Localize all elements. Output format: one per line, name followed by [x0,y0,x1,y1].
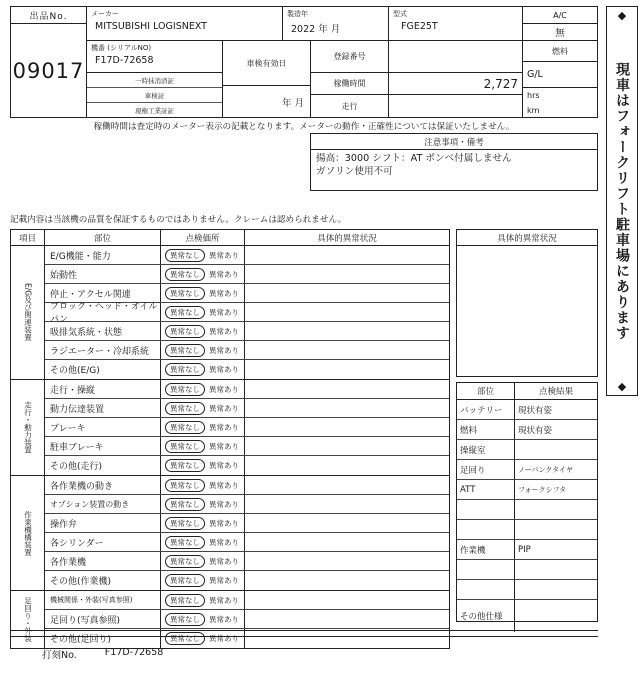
check-ok-marker[interactable]: 異常なし [165,306,205,319]
footer [10,636,598,661]
part-name: 燃料 [457,420,515,439]
year-cell [283,7,389,41]
year-label: 製造年 [287,10,308,18]
group-name [11,380,45,475]
cert-item-1: 車検証 [87,88,222,103]
remarks-body [311,150,597,182]
fuel-label: 燃料 [523,41,597,62]
inspection-table-header [11,230,449,246]
right-detail-box [456,229,598,377]
check-ok-marker[interactable]: 異常なし [165,574,205,587]
check-ng-marker[interactable]: 異常あり [209,307,239,317]
check-ok-marker[interactable]: 異常なし [165,325,205,338]
table-row [457,520,597,540]
table-row [45,302,449,325]
row-check [161,552,245,570]
table-row [457,560,597,580]
right-detail-title: 具体的異常状況 [457,230,597,246]
part-name: 操縦室 [457,440,515,459]
row-part: 停止・アクセル関連 [45,284,161,302]
row-detail [245,514,449,532]
check-ng-marker[interactable]: 異常あり [209,269,239,279]
row-part: その他(作業機) [45,571,161,590]
row-part: 機械関係・外装(写真参照) [45,591,161,609]
year-value: 2022 年 月 [291,24,341,35]
check-ok-marker[interactable]: 異常なし [165,555,205,568]
group-name-text: E/G及び関連装置 [23,283,33,342]
check-ng-marker[interactable]: 異常あり [209,556,239,566]
cert-item-0: 一時抹消済証 [87,73,222,88]
check-ok-marker[interactable]: 異常なし [165,344,205,357]
group-name [11,476,45,590]
check-ok-marker[interactable]: 異常なし [165,268,205,281]
check-ng-marker[interactable]: 異常あり [209,345,239,355]
row-check [161,265,245,283]
serial-cell [87,41,223,73]
remarks-line-1: 揚高：3000 シフト：AT ボンベ付属しません [316,153,512,164]
part-name: その他仕様 [457,600,515,632]
group-name-text: 足回り・外装 [23,597,33,642]
part-name: 作業機 [457,540,515,559]
serial-label: 機番 (シリアルNO) [91,44,152,52]
check-ng-marker[interactable]: 異常あり [209,595,239,605]
check-ok-marker[interactable]: 異常なし [165,363,205,376]
check-ng-marker[interactable]: 異常あり [209,422,239,432]
check-ok-marker[interactable]: 異常なし [165,632,205,645]
table-row [45,341,449,360]
row-check [161,303,245,321]
distance-unit: km [527,106,540,115]
part-result [515,520,597,539]
check-ng-marker[interactable]: 異常あり [209,499,239,509]
ac-label: A/C [523,7,597,24]
table-row [45,322,449,341]
row-check [161,380,245,398]
right-parts-table [456,382,598,622]
part-name: ATT [457,480,515,499]
table-row [457,440,597,460]
inspection-table [10,229,450,649]
remarks-title: 注意事項・備考 [311,134,597,150]
table-row [457,580,597,600]
check-ng-marker[interactable]: 異常あり [209,480,239,490]
row-check [161,533,245,551]
check-ok-marker[interactable]: 異常なし [165,287,205,300]
group-rows [45,246,449,379]
footer-divider [10,630,598,631]
stamp-number-value: F17D-72658 [104,647,164,658]
group-name-text: 作業機構装置 [23,510,33,556]
check-ok-marker[interactable]: 異常なし [165,498,205,511]
row-check [161,571,245,590]
part-name: 足回り [457,460,515,479]
table-row [45,246,449,265]
check-ok-marker[interactable]: 異常なし [165,402,205,415]
row-detail [245,437,449,455]
maker-value: MITSUBISHI LOGISNEXT [95,21,207,32]
row-part: 各作業機 [45,552,161,570]
group-name [11,246,45,379]
part-result [515,600,597,632]
row-part: その他(走行) [45,456,161,475]
check-ng-marker[interactable]: 異常あり [209,634,239,643]
row-detail [245,399,449,417]
table-row [45,514,449,533]
part-result: ノーパンクタイヤ [518,465,574,474]
header-check: 点検価所 [161,230,245,245]
model-value: FGE25T [401,21,438,32]
row-detail [245,533,449,551]
inspection-group [11,246,449,380]
part-name [457,560,515,579]
right-parts-header-result: 点検結果 [538,387,573,397]
meter-disclaimer: 稼働時間は査定時のメーター表示の記載となります。メーターの動作・正確性については保証いたしません。 [93,122,515,132]
certificate-stack [87,73,223,118]
row-detail [245,571,449,590]
auction-id-label: 出品No. [11,7,86,24]
table-row [45,591,449,610]
group-rows [45,380,449,475]
row-part: E/G機能・能力 [45,246,161,264]
row-detail [245,591,449,609]
distance-value [389,95,523,118]
remarks-line-2: ガソリン使用不可 [316,165,393,177]
registration-number-label: 登録番号 [311,41,389,73]
row-detail [245,418,449,436]
row-part: 操作弁 [45,514,161,532]
row-check [161,322,245,340]
check-ok-marker[interactable]: 異常なし [165,479,205,492]
row-check [161,476,245,494]
table-row [45,418,449,437]
part-name [457,500,515,519]
part-result [515,560,597,579]
row-part: オプション装置の動き [45,495,161,513]
row-part: 各シリンダー [45,533,161,551]
location-banner-text: 現車はフォークリフト駐車場にあります [614,61,630,341]
part-result [515,580,597,599]
row-detail [245,284,449,302]
row-part: 足回り(写真参照) [45,610,161,628]
check-ng-marker[interactable]: 異常あり [209,518,239,528]
check-ok-marker[interactable]: 異常なし [165,613,205,626]
quality-disclaimer: 記載内容は当該機の品質を保証するものではありません。クレームは認められません。 [10,215,347,225]
row-check [161,610,245,628]
row-detail [245,552,449,570]
part-name: バッテリー [457,400,515,419]
table-row [45,533,449,552]
table-row [45,456,449,475]
diamond-icon-top: ◆ [617,9,627,22]
table-row [45,495,449,514]
row-part: ブロック・ヘッド・オイルパン [45,303,161,321]
row-part: 動力伝達装置 [45,399,161,417]
inspection-group [11,380,449,476]
inspection-group [11,476,449,591]
table-row [45,610,449,629]
remarks-box [310,133,598,191]
check-ok-marker[interactable]: 異常なし [165,594,205,607]
table-row [45,265,449,284]
header-block [10,6,598,118]
part-result: 現状有姿 [518,405,553,416]
check-ok-marker[interactable]: 異常なし [165,517,205,530]
row-detail [245,303,449,321]
part-result [515,440,597,459]
table-row [457,600,597,632]
row-check [161,341,245,359]
check-ok-marker[interactable]: 異常なし [165,440,205,453]
table-row [457,500,597,520]
inspection-expiry-label: 車検有効日 [223,41,311,86]
row-check [161,246,245,264]
table-row [45,380,449,399]
row-check [161,514,245,532]
row-check [161,284,245,302]
check-ng-marker[interactable]: 異常あり [209,403,239,413]
table-row [45,437,449,456]
table-row [457,420,597,440]
registration-number-value [389,41,523,73]
check-ng-marker[interactable]: 異常あり [209,576,239,585]
header-item: 項目 [11,230,45,245]
fuel-value: G/L [523,62,597,88]
row-detail [245,610,449,628]
row-check [161,495,245,513]
table-row [457,400,597,420]
check-ng-marker[interactable]: 異常あり [209,441,239,451]
table-row [45,571,449,590]
part-name [457,520,515,539]
row-detail [245,341,449,359]
header-detail: 具体的異常状況 [317,233,377,244]
check-ng-marker[interactable]: 異常あり [209,288,239,298]
check-ok-marker[interactable]: 異常なし [165,536,205,549]
row-part: その他(足回り) [45,629,161,648]
maker-cell [87,7,283,41]
row-detail [245,456,449,475]
stamp-number-label: 打刻No. [42,650,77,661]
auction-id-box [11,7,87,117]
operating-hours-value: 2,727 [389,73,523,95]
table-row [457,460,597,480]
operating-hours-unit: hrs [527,91,540,100]
check-ok-marker[interactable]: 異常なし [165,383,205,396]
row-part: 吸排気系統・状態 [45,322,161,340]
right-parts-header-part: 部位 [457,383,515,399]
check-ok-marker[interactable]: 異常なし [165,459,205,472]
row-check [161,418,245,436]
table-row [45,399,449,418]
check-ng-marker[interactable]: 異常あり [209,614,239,624]
row-part: その他(E/G) [45,360,161,379]
check-ng-marker[interactable]: 異常あり [209,250,239,260]
distance-label: 走行 [311,95,389,118]
row-part: 各作業機の動き [45,476,161,494]
row-part: 駐車ブレーキ [45,437,161,455]
row-detail [245,495,449,513]
operating-hours-label: 稼働時間 [311,73,389,95]
row-detail [245,476,449,494]
table-row [457,540,597,560]
row-part: 走行・操縦 [45,380,161,398]
table-row [457,480,597,500]
check-ng-marker[interactable]: 異常あり [209,326,239,336]
table-row [45,552,449,571]
part-result: PIP [518,544,531,555]
location-banner [606,6,638,396]
part-result: 現状有姿 [518,425,553,436]
part-name [457,580,515,599]
model-label: 型式 [393,10,407,18]
check-ok-marker[interactable]: 異常なし [165,249,205,262]
header-part: 部位 [45,230,161,245]
row-check [161,591,245,609]
part-result [515,500,597,519]
right-parts-header [457,383,597,400]
serial-value: F17D-72658 [95,55,154,66]
row-check [161,360,245,379]
row-part: ブレーキ [45,418,161,436]
table-row [45,360,449,379]
maker-label: メーカー [91,10,119,18]
check-ng-marker[interactable]: 異常あり [209,461,239,470]
group-rows [45,476,449,590]
row-part: ラジエーター・冷却系統 [45,341,161,359]
ac-value: 無 [523,24,597,41]
row-detail [245,322,449,340]
model-cell [389,7,523,41]
row-detail [245,265,449,283]
inspection-expiry-value: 年 月 [223,86,311,118]
row-detail [245,246,449,264]
part-result: フォークシフタ [518,485,567,494]
row-check [161,456,245,475]
check-ng-marker[interactable]: 異常あり [209,365,239,374]
group-name-text: 走行・動力装置 [23,401,33,454]
cert-item-2: 現権工業証証 [135,107,174,115]
diamond-icon-bottom: ◆ [617,380,627,393]
check-ng-marker[interactable]: 異常あり [209,537,239,547]
check-ng-marker[interactable]: 異常あり [209,384,239,394]
row-part: 始動性 [45,265,161,283]
row-check [161,399,245,417]
check-ok-marker[interactable]: 異常なし [165,421,205,434]
table-row [45,476,449,495]
row-detail [245,360,449,379]
auction-id-value: 09017 [12,58,85,83]
row-check [161,437,245,455]
row-detail [245,380,449,398]
